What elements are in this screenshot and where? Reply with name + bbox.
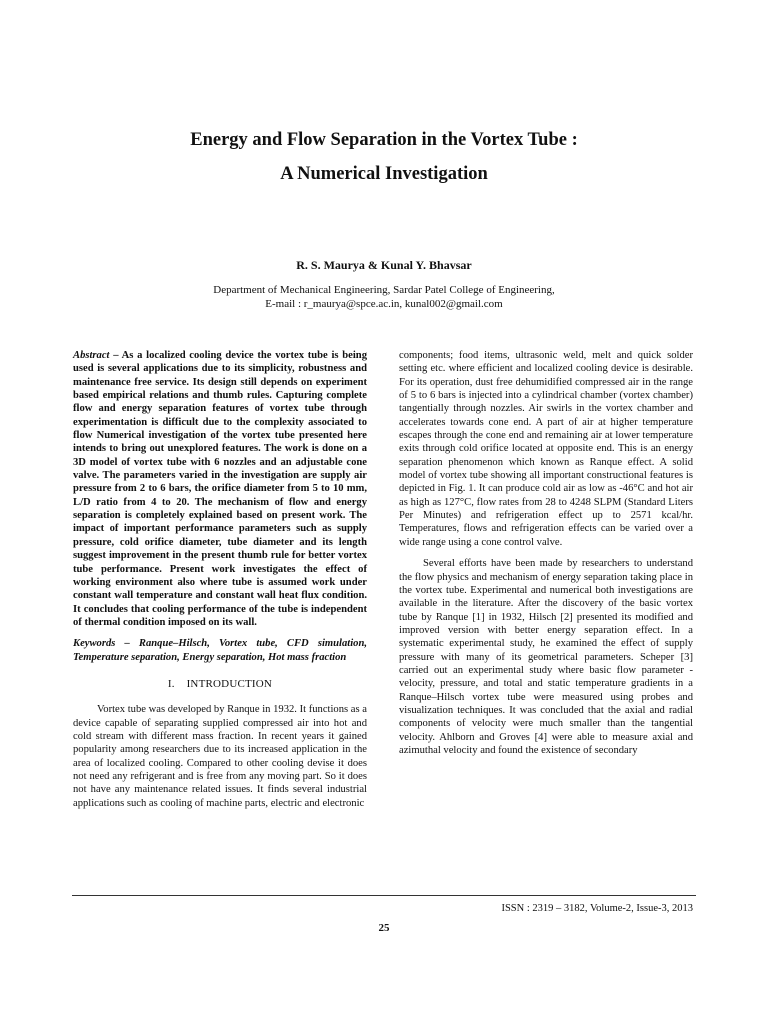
affiliation-email: E-mail : r_maurya@spce.ac.in, kunal002@gmail.com <box>265 297 503 310</box>
paper-title-line-1: Energy and Flow Separation in the Vortex Tube : <box>190 130 578 150</box>
section-title: INTRODUCTION <box>186 677 273 690</box>
footer-divider <box>72 895 696 896</box>
keywords: Keywords – Ranque–Hilsch, Vortex tube, CFD simulation, Temperature separation, Energy separation, Hot mass fraction <box>73 638 367 663</box>
abstract-label: Abstract <box>73 350 110 361</box>
affiliation-department: Department of Mechanical Engineering, Sardar Patel College of Engineering, <box>213 284 555 296</box>
left-column <box>73 349 367 810</box>
section-heading-introduction <box>73 678 367 691</box>
paper-title-line-2: A Numerical Investigation <box>280 164 488 184</box>
page-number: 25 <box>378 922 390 934</box>
section-number: I. <box>167 677 175 690</box>
abstract-text: – As a localized cooling device the vortex tube is being used is several applications due to its simplicity, robustness and maintenance free service. Its design still depends on experiment based empirical relations and thumb rules. Capturing complete flow and energy separation features of vortex tube through experimentation is difficult due to the complexity associated to flow Numerical investigation of the vortex tube presented here intends to bring out unexplored features. The work is done on a 3D model of vortex tube with 6 nozzles and an adjustable cone valve. The parameters varied in the investigation are supply air pressure from 2 to 6 bars, the orifice diameter from 5 to 10 mm, L/D ratio from 4 to 20. The mechanism of flow and energy separation is completely explained based on present work. The impact of important performance parameters such as supply pressure, cold orifice diameter, tube diameter and its length suggest improvement in the present thumb rule for better vortex tube performance. Present work investigates the effect of working environment also where tube is assumed work under constant wall temperature and constant wall heat flux condition. It concludes that cooling performance of the tube is independent of thermal condition imposed on its wall. <box>73 350 367 628</box>
right-column <box>399 349 693 757</box>
author-affiliation <box>0 284 768 311</box>
footer-issn: ISSN : 2319 – 3182, Volume-2, Issue-3, 2013 <box>501 903 693 914</box>
intro-paragraph-1: Vortex tube was developed by Ranque in 1932. It functions as a device capable of separating supplied compressed air into hot and cold stream with different mass fraction. In recent years it gained popularity among researchers due to its increased application in the area of localized cooling. Compared to other cooling devise it does not need any refrigerant and is free from any moving part. So it does not have any maintenance related issues. It finds several industrial applications such as cooling of machine parts, electric and electronic <box>73 704 367 809</box>
intro-paragraph-1-continued: components; food items, ultrasonic weld, melt and quick solder setting etc. where efficient and localized cooling device is desirable. For its operation, dust free dehumidified compressed air in the range of 5 to 6 bars is injected into a cylindrical chamber (vortex chamber) tangentially through nozzles. Air swirls in the vortex chamber and accelerates towards cone end. A part of air at higher temperature escapes through the cone end and remaining air at lower temperature exits through cold orifice located at opposite end. This is an energy separation phenomenon which known as Ranque effect. A solid model of vortex tube showing all important constructional features is depicted in Fig. 1. It can produce cold air as low as -46°C and hot air as high as 127°C, flow rates from 28 to 4248 SLPM (Standard Liters Per Minutes) and refrigeration effect up to 2571 kcal/hr. Temperatures, flows and refrigeration effects can be varied over a wide range using a cone control valve. <box>399 350 693 548</box>
paper-authors: R. S. Maurya & Kunal Y. Bhavsar <box>296 258 472 272</box>
intro-paragraph-2: Several efforts have been made by researchers to understand the flow physics and mechanism of energy separation taking place in the vortex tube. Experimental and numerical both investigations are available in the literature. After the discovery of the basic vortex tube by Ranque [1] in 1932, Hilsch [2] presented its modified and improved version with better energy separation effect. In a systematic experimental study, he examined the effect of supply pressure with many of its geometrical parameters. Scheper [3] carried out an experimental study where basic flow parameter - velocity, pressure, and total and static temperature gradients in a Ranque–Hilsch vortex tube were measured using probes and visualization techniques. It was concluded that the axial and radial components of velocity were much smaller than the tangential velocity. Ahlborn and Groves [4] were able to measure axial and azimuthal velocity and found the existence of secondary <box>399 558 693 756</box>
abstract <box>73 349 367 629</box>
